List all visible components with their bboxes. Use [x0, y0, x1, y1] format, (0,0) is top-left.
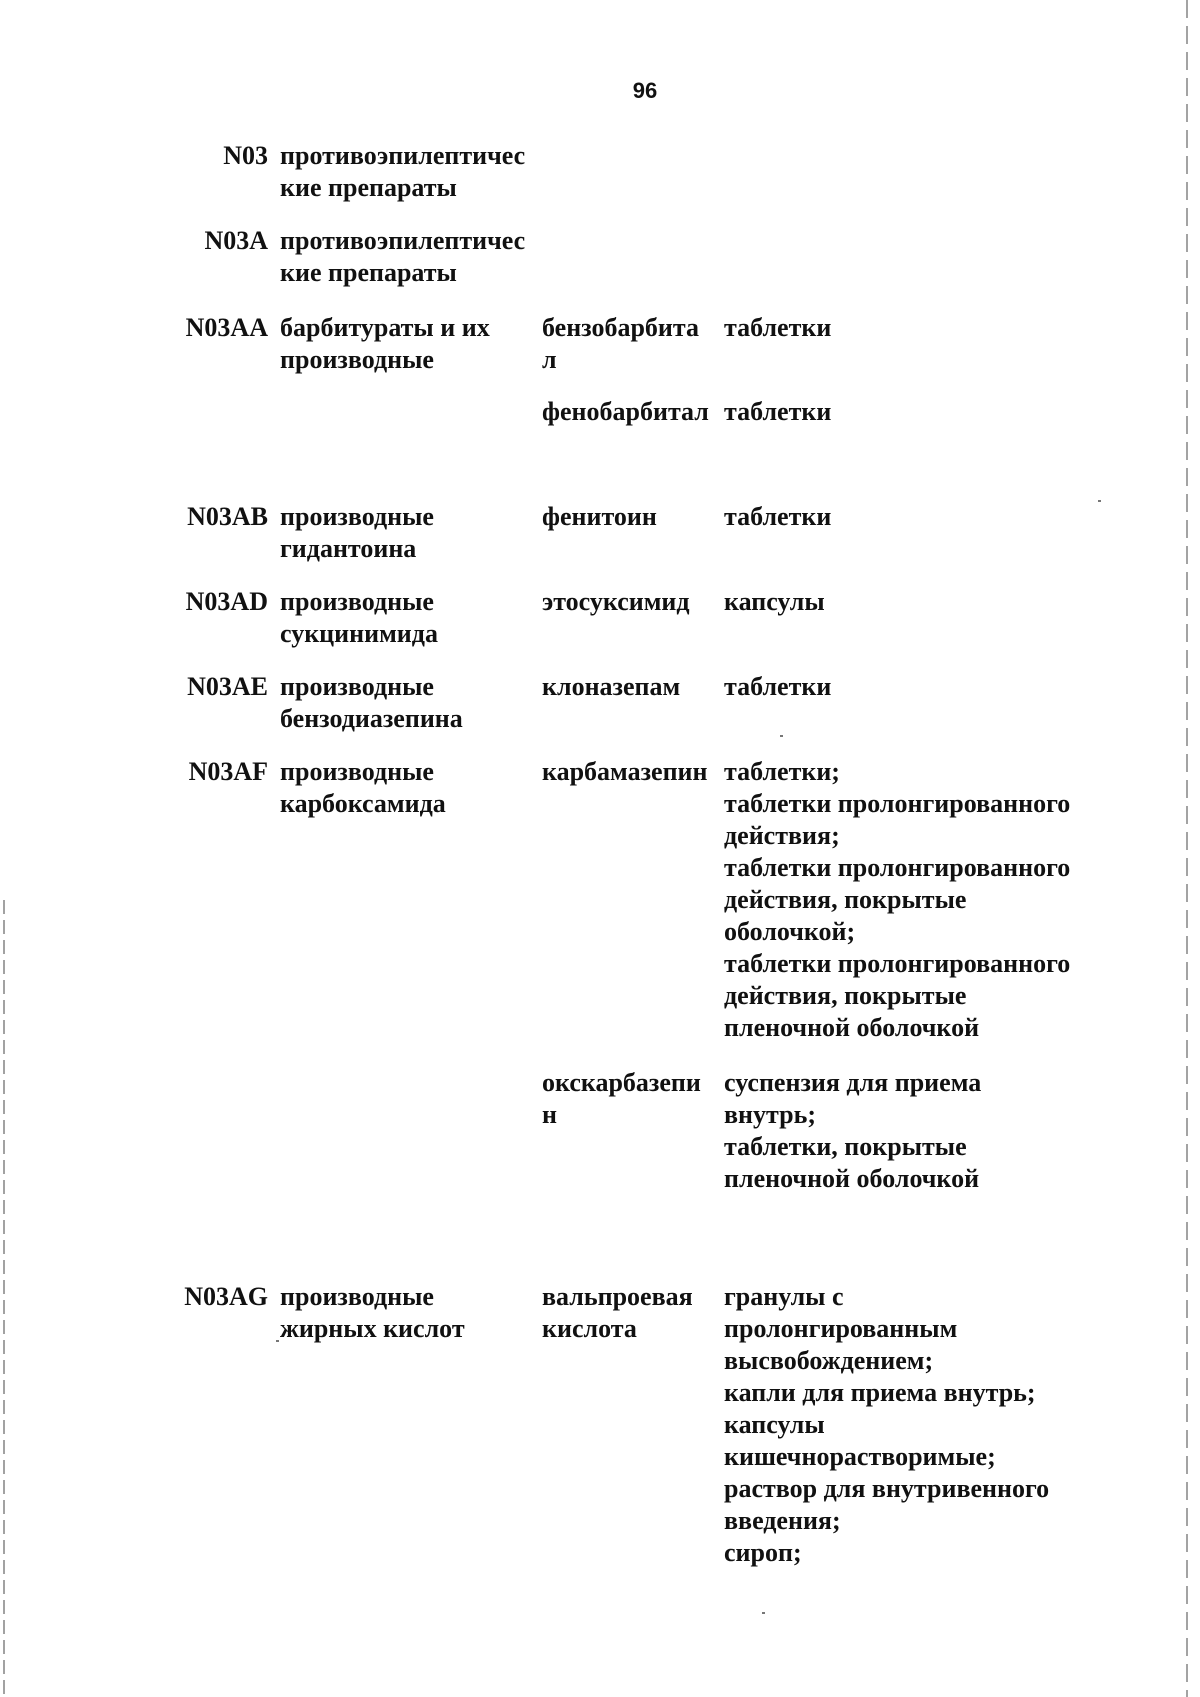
scan-speck — [276, 1340, 279, 1342]
scan-edge-right — [1186, 0, 1188, 1697]
dosage-forms — [724, 1067, 1184, 1195]
dosage-form-line: сироп; — [724, 1538, 802, 1567]
atc-group-name: производные жирных кислот — [280, 1282, 465, 1343]
substance-name: окскарбазепи н — [542, 1068, 701, 1129]
dosage-form-line: таблетки; — [724, 757, 840, 786]
atc-group-name: барбитураты и их производные — [280, 313, 490, 374]
atc-group-name: производные гидантоина — [280, 502, 434, 563]
atc-code: N03AB — [187, 502, 268, 531]
dosage-form-line: внутрь; — [724, 1100, 816, 1129]
substance-name: фенитоин — [542, 502, 657, 531]
dosage-forms — [724, 1281, 1184, 1569]
dosage-forms — [724, 501, 1184, 533]
dosage-form-line: капли для приема внутрь; — [724, 1378, 1036, 1407]
dosage-form-line: капсулы — [724, 587, 825, 616]
dosage-form-line: капсулы — [724, 1410, 825, 1439]
dosage-forms — [724, 586, 1184, 618]
dosage-form-line: высвобождением; — [724, 1346, 934, 1375]
atc-code: N03AF — [188, 757, 268, 786]
dosage-form-line: суспензия для приема — [724, 1068, 982, 1097]
scan-edge-left — [3, 900, 5, 1697]
atc-group-name: противоэпилептичес кие препараты — [280, 141, 526, 202]
dosage-form-line: таблетки — [724, 672, 832, 701]
substance-name: бензобарбита л — [542, 313, 700, 374]
dosage-form-line: действия, покрытые — [724, 885, 967, 914]
page-number: 96 — [632, 78, 658, 103]
atc-group-name: производные карбоксамида — [280, 757, 446, 818]
dosage-forms — [724, 312, 1184, 344]
substance-name: вальпроевая кислота — [542, 1282, 693, 1343]
dosage-form-line: таблетки пролонгированного — [724, 949, 1071, 978]
dosage-forms — [724, 671, 1184, 703]
dosage-form-line: пленочной оболочкой — [724, 1164, 980, 1193]
dosage-form-line: действия; — [724, 821, 840, 850]
atc-code: N03AE — [187, 672, 268, 701]
dosage-form-line: таблетки — [724, 502, 832, 531]
substance-name: карбамазепин — [542, 757, 708, 786]
dosage-form-line: пленочной оболочкой — [724, 1013, 980, 1042]
dosage-form-line: таблетки пролонгированного — [724, 853, 1071, 882]
atc-code: N03A — [204, 226, 268, 255]
scan-speck — [762, 1612, 765, 1614]
substance-name: клоназепам — [542, 672, 681, 701]
atc-code: N03AD — [185, 587, 268, 616]
dosage-forms — [724, 756, 1184, 1044]
atc-code: N03AG — [184, 1282, 268, 1311]
dosage-form-line: раствор для внутривенного — [724, 1474, 1050, 1503]
substance-name: этосуксимид — [542, 587, 690, 616]
substance-name: фенобарбитал — [542, 397, 709, 426]
scan-speck — [780, 735, 783, 737]
dosage-form-line: таблетки — [724, 397, 832, 426]
dosage-form-line: действия, покрытые — [724, 981, 967, 1010]
dosage-form-line: таблетки пролонгированного — [724, 789, 1071, 818]
atc-code: N03AA — [185, 313, 268, 342]
dosage-form-line: оболочкой; — [724, 917, 856, 946]
scan-speck — [1098, 500, 1101, 502]
dosage-form-line: пролонгированным — [724, 1314, 958, 1343]
dosage-form-line: таблетки, покрытые — [724, 1132, 967, 1161]
atc-group-name: производные сукцинимида — [280, 587, 438, 648]
dosage-forms — [724, 396, 1184, 428]
dosage-form-line: введения; — [724, 1506, 841, 1535]
atc-group-name: производные бензодиазепина — [280, 672, 463, 733]
atc-group-name: противоэпилептичес кие препараты — [280, 226, 526, 287]
dosage-form-line: таблетки — [724, 313, 832, 342]
dosage-form-line: кишечнорастворимые; — [724, 1442, 996, 1471]
dosage-form-line: гранулы с — [724, 1282, 844, 1311]
atc-code: N03 — [223, 141, 268, 170]
